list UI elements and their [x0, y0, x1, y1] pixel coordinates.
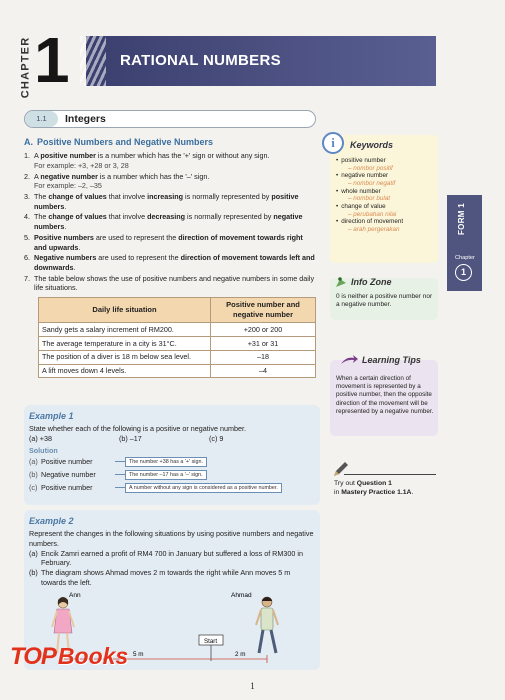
decorative-stripes [80, 36, 106, 86]
tab-chapter-label: Chapter [455, 255, 475, 261]
table-cell: –18 [211, 350, 316, 364]
section-heading [24, 110, 316, 128]
ann-label: Ann [69, 592, 81, 600]
points-list [24, 151, 316, 293]
table-row [39, 337, 316, 351]
example-2-title: Example 2 [29, 516, 74, 526]
table-row [39, 364, 316, 378]
table-header: Positive number and negative number [211, 298, 316, 323]
keywords-list [336, 157, 436, 234]
ahmad-label: Ahmad [231, 592, 252, 600]
example-1-choices [29, 434, 315, 444]
main-content [24, 136, 316, 378]
solution-note: A number without any sign is considered as a positive number. [125, 483, 282, 493]
section-title: Integers [65, 112, 106, 125]
point-item: 3. The change of values that involve increasing is normally represented by positive numbers. [24, 192, 299, 211]
info-zone-title: Info Zone [351, 276, 392, 287]
example-1-title: Example 1 [29, 411, 74, 421]
choice: (b) –17 [119, 433, 142, 443]
solution-label: Solution [29, 445, 58, 455]
table-row [39, 323, 316, 337]
learning-tips-box [330, 355, 438, 436]
table-cell: A lift moves down 4 levels. [39, 364, 211, 378]
point-item: 7. The table below shows the use of positive numbers and negative numbers in some daily life situations. [24, 273, 315, 293]
keywords-title: Keywords [350, 140, 394, 150]
learning-tips-head [340, 354, 421, 366]
table-cell: –4 [211, 364, 316, 378]
keyword-item: • whole number – nombor bulat [336, 188, 436, 203]
solution-row: (c) Positive number A number without any sign is considered as a positive number. [29, 481, 315, 494]
keyword-item: • positive number – nombor positif [336, 157, 436, 172]
info-zone-icon [334, 275, 348, 289]
info-zone-head [334, 275, 392, 289]
choice: (a) +38 [29, 433, 52, 443]
example-2-question: Represent the changes in the following situations by using positive numbers and negative numbers. [29, 529, 314, 548]
info-zone-text: 0 is neither a positive number nor a negative number. [336, 293, 433, 309]
right-distance-label: 2 m [235, 651, 246, 659]
table-cell: The position of a diver is 18 m below sea level. [39, 350, 211, 364]
chapter-number: 1 [34, 24, 70, 96]
ahmad-figure [256, 597, 278, 653]
learning-tips-title: Learning Tips [362, 355, 421, 365]
table-cell: +31 or 31 [211, 337, 316, 351]
chapter-label [13, 36, 32, 99]
chapter-label-text: CHAPTER [19, 36, 32, 99]
form-label: FORM 1 [457, 202, 466, 235]
table-cell: The average temperature in a city is 31°C. [39, 337, 211, 351]
keyword-item: • change of value – perubahan nilai [336, 203, 436, 218]
logo-part-1: TOP [10, 643, 56, 670]
watermark-logo [10, 641, 128, 673]
keyword-item: • direction of movement – arah pergerakan [336, 218, 436, 233]
keyword-info-icon: i [322, 132, 344, 154]
point-example: For example: –2, –35 [34, 181, 102, 191]
example-1 [24, 405, 320, 505]
form-chapter-tab [447, 195, 482, 291]
choice: (c) 9 [209, 433, 224, 443]
solution-row: (a) Positive number The number +38 has a '+' sign. [29, 455, 315, 468]
example-2-part: (a) Encik Zamri earned a profit of RM4 700 in January but suffered a loss of RM300 in February. [29, 548, 303, 568]
section-number: 1.1 [25, 111, 58, 127]
chapter-title: RATIONAL NUMBERS [120, 52, 281, 69]
subsection-letter: A. [24, 137, 33, 147]
tab-chapter-number: 1 [455, 264, 472, 281]
point-item: 6. Negative numbers are used to represent the direction of movement towards left and downwards. [24, 253, 315, 273]
example-1-question: State whether each of the following is a positive or negative number. [29, 424, 246, 434]
info-zone-box [330, 278, 438, 320]
logo-part-2: Books [57, 643, 129, 669]
example-2-part: (b) The diagram shows Ahmad moves 2 m towards the right while Ann moves 5 m towards the left. [29, 568, 291, 587]
chapter-title-band [86, 36, 436, 86]
try-out-box [330, 458, 438, 498]
learning-tips-text: When a certain direction of movement is represented by a positive number, then the opposite direction of the movement will be represented by a negative number. [336, 375, 434, 415]
table-row [39, 350, 316, 364]
solution-row: (b) Negative number The number –17 has a '–' sign. [29, 468, 315, 481]
table-cell: +200 or 200 [211, 323, 316, 337]
keywords-box [330, 135, 438, 263]
keyword-item: • negative number – nombor negatif [336, 172, 436, 187]
try-out-text: Try out Question 1 in Mastery Practice 1.1A. [334, 480, 414, 497]
table-header: Daily life situation [39, 298, 211, 323]
solution-note: The number –17 has a '–' sign. [125, 470, 207, 480]
point-item: 5. Positive numbers are used to represent the direction of movement towards right and upwards. [24, 232, 303, 252]
arrow-icon [340, 354, 358, 366]
point-item: 2. A negative number is a number which has the '–' sign. For example: –2, –35 [24, 172, 316, 191]
left-distance-label: 5 m [133, 651, 144, 659]
subsection-heading [24, 136, 316, 148]
subsection-title: Positive Numbers and Negative Numbers [37, 137, 214, 147]
point-item: 1. A positive number is a number which has the '+' sign or without any sign. For example: +3, +28 or 3, 28 [24, 151, 316, 170]
pencil-icon [332, 460, 350, 478]
page-number: 1 [250, 681, 255, 691]
table-cell: Sandy gets a salary increment of RM200. [39, 323, 211, 337]
point-example: For example: +3, +28 or 3, 28 [34, 160, 129, 170]
solution-note: The number +38 has a '+' sign. [125, 457, 207, 467]
daily-life-table [38, 297, 316, 378]
point-item: 4. The change of values that involve decreasing is normally represented by negative numbers. [24, 212, 303, 232]
table-header-row [39, 298, 316, 323]
start-label: Start [204, 638, 218, 646]
